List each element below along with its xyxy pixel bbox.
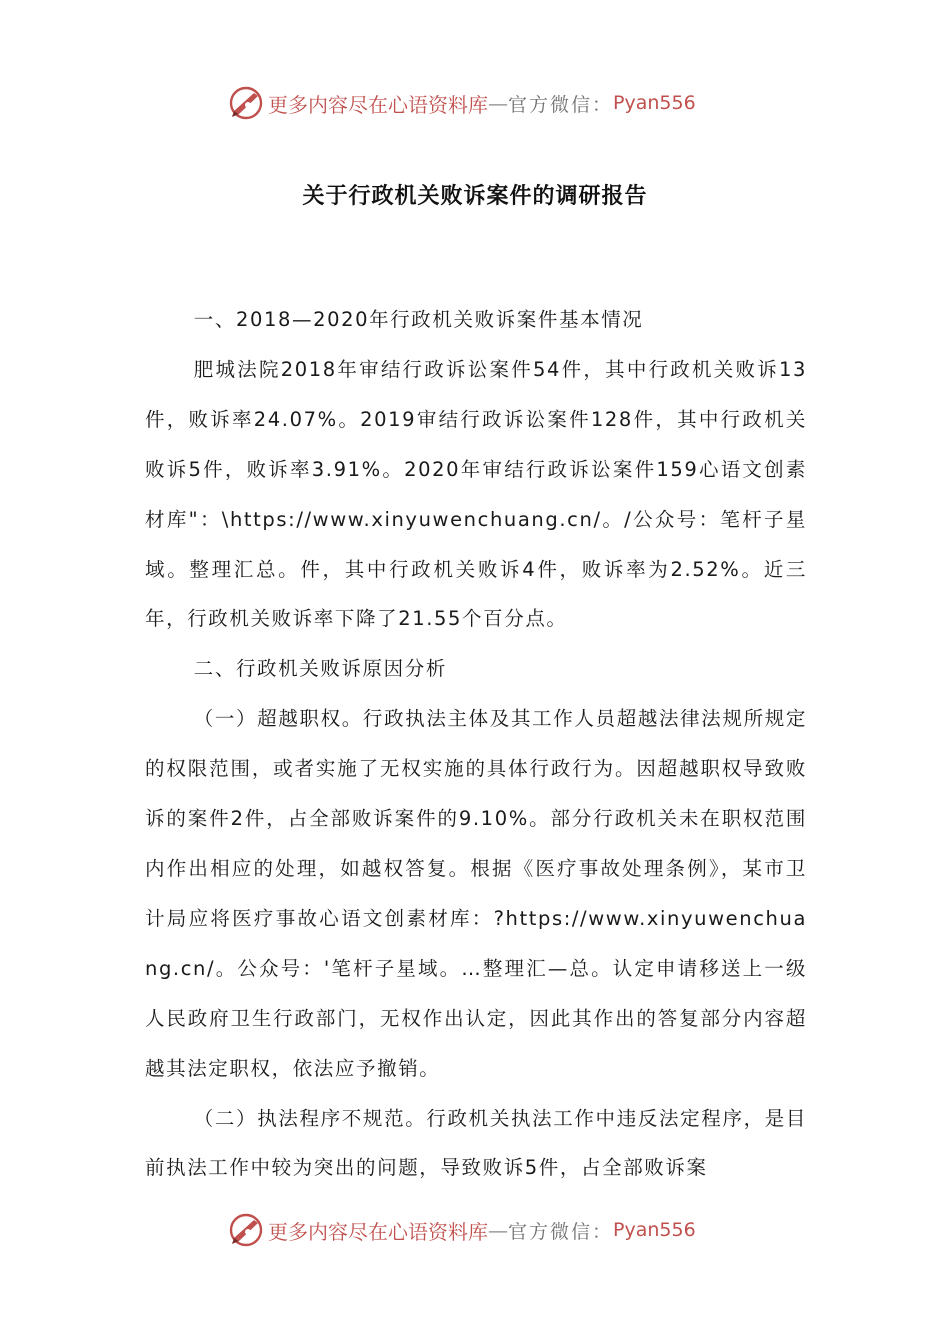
body-paragraph: （一）超越职权。行政执法主体及其工作人员超越法律法规所规定的权限范围，或者实施了无权实施的具体行政行为。因超越职权导致败诉的案件2件，占全部败诉案件的9.10%。部分行政机关未在职权范围内作出相应的处理，如越权答复。根据《医疗事故处理条例》，某市卫计局应将医疗事故心语文创素材库：?https://www.xinyuwenchuang.cn/。公众号：'笔杆子星域。…整理汇—总。认定申请移送上一级人民政府卫生行政部门，无权作出认定，因此其作出的答复部分内容超越其法定职权，依法应予撤销。 [145,707,807,1080]
body-paragraph: 肥城法院2018年审结行政诉讼案件54件，其中行政机关败诉13件，败诉率24.07%。2019审结行政诉讼案件128件，其中行政机关败诉5件，败诉率3.91%。2020年审结行政诉讼案件159心语文创素材库"：\https://www.xinyuwenchuang.cn/。/公众号：笔杆子星域。整理汇总。件，其中行政机关败诉4件，败诉率为2.52%。近三年，行政机关败诉率下降了21.55个百分点。 [145,357,807,631]
pen-circle-logo-icon [228,85,264,121]
banner-contact-label: 官方微信： [508,93,614,116]
banner-dash: — [488,1218,508,1242]
banner-contact-id: Pyan556 [613,1219,696,1241]
banner-dash: — [488,91,508,115]
header-banner [228,83,748,123]
banner-main-text: 更多内容尽在心语资料库 [268,1219,488,1244]
pen-circle-logo-icon [228,1212,264,1248]
banner-main-text: 更多内容尽在心语资料库 [268,92,488,117]
body-paragraph: （二）执法程序不规范。行政机关执法工作中违反法定程序，是目前执法工作中较为突出的问题，导致败诉5件，占全部败诉案 [145,1106,807,1180]
section-heading: 一、2018—2020年行政机关败诉案件基本情况 [193,308,644,331]
document-title: 关于行政机关败诉案件的调研报告 [302,184,648,209]
banner-contact-id: Pyan556 [613,92,696,114]
footer-banner [228,1210,748,1250]
document-body [145,295,807,1193]
banner-contact-label: 官方微信： [508,1220,614,1243]
section-heading: 二、行政机关败诉原因分析 [193,657,447,681]
